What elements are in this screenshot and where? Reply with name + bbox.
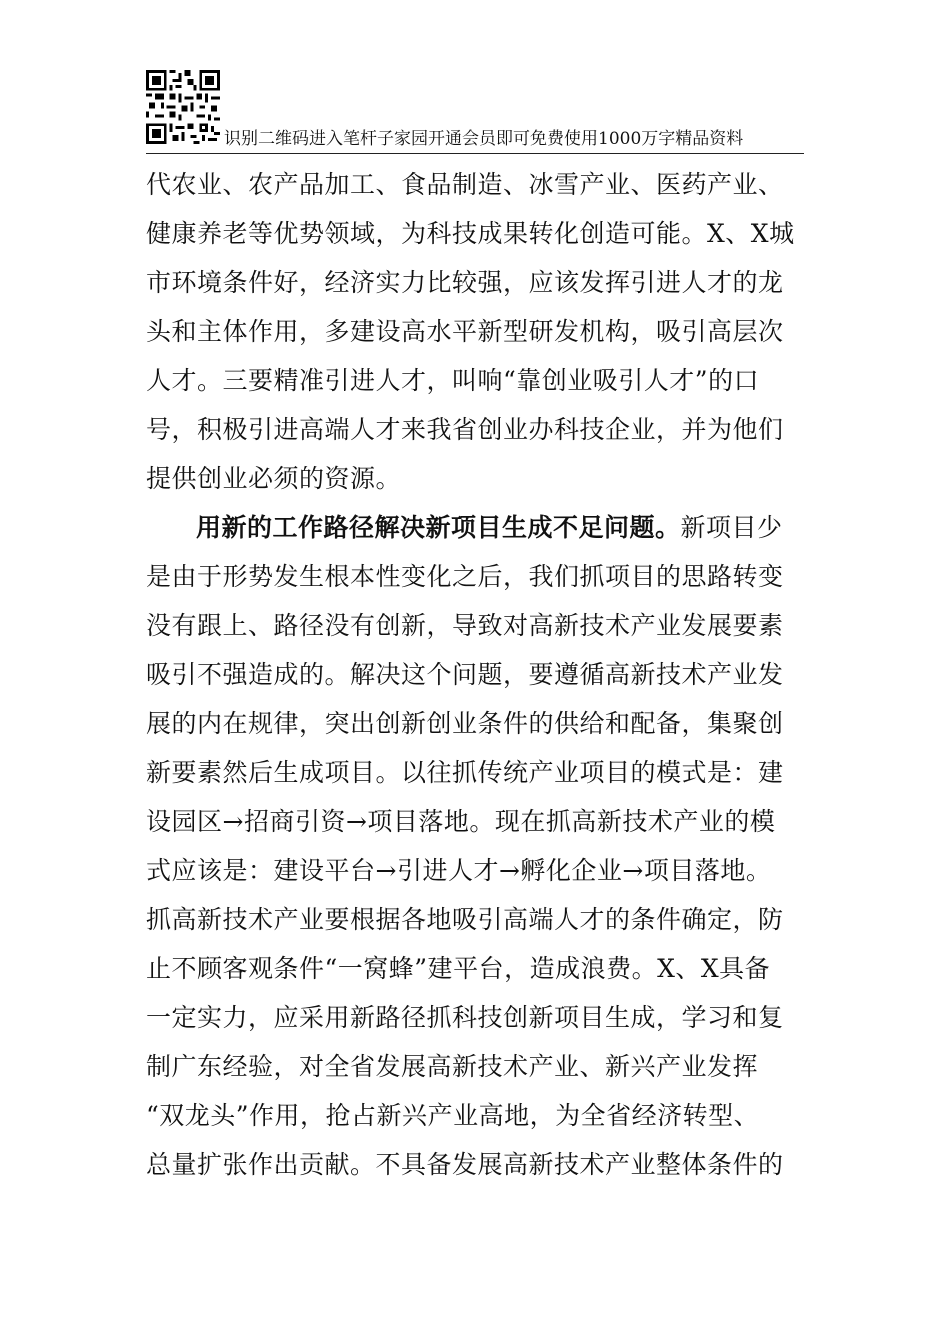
- paragraph-line: 市环境条件好，经济实力比较强，应该发挥引进人才的龙: [146, 268, 784, 297]
- paragraph-line-rest: 新项目少: [680, 513, 783, 542]
- paragraph-line: 代农业、农产品加工、食品制造、冰雪产业、医药产业、: [146, 170, 784, 199]
- paragraph-line: 展的内在规律，突出创新创业条件的供给和配备，集聚创: [146, 709, 784, 738]
- paragraph-line: 止不顾客观条件“一窝蜂”建平台，造成浪费。X、X具备: [146, 954, 771, 983]
- paragraph-line: 设园区→招商引资→项目落地。现在抓高新技术产业的模: [146, 807, 776, 836]
- promo-text: 识别二维码进入笔杆子家园开通会员即可免费使用1000万字精品资料: [224, 129, 744, 149]
- paragraph-line: 提供创业必须的资源。: [146, 464, 402, 493]
- paragraph-line: 号，积极引进高端人才来我省创业办科技企业，并为他们: [146, 415, 784, 444]
- paragraph-line: 式应该是：建设平台→引进人才→孵化企业→项目落地。: [146, 856, 772, 885]
- paragraph-line: 是由于形势发生根本性变化之后，我们抓项目的思路转变: [146, 562, 784, 591]
- section-heading: 用新的工作路径解决新项目生成不足问题。: [196, 513, 681, 542]
- paragraph-line: 抓高新技术产业要根据各地吸引高端人才的条件确定，防: [146, 905, 784, 934]
- paragraph-line: 制广东经验，对全省发展高新技术产业、新兴产业发挥: [146, 1052, 759, 1081]
- paragraph-line: 人才。三要精准引进人才，叫响“靠创业吸引人才”的口: [146, 366, 760, 395]
- paragraph-line: 总量扩张作出贡献。不具备发展高新技术产业整体条件的: [146, 1150, 784, 1179]
- header-divider: [146, 153, 804, 154]
- paragraph-line: “双龙头”作用，抢占新兴产业高地，为全省经济转型、: [146, 1101, 760, 1130]
- paragraph-line: 一定实力，应采用新路径抓科技创新项目生成，学习和复: [146, 1003, 784, 1032]
- paragraph-line: 头和主体作用，多建设高水平新型研发机构，吸引高层次: [146, 317, 784, 346]
- paragraph-line: 吸引不强造成的。解决这个问题，要遵循高新技术产业发: [146, 660, 784, 689]
- qr-code-icon: [146, 70, 220, 144]
- paragraph-line: 没有跟上、路径没有创新，导致对高新技术产业发展要素: [146, 611, 784, 640]
- paragraph-line: 新要素然后生成项目。以往抓传统产业项目的模式是：建: [146, 758, 784, 787]
- paragraph-first-line: [196, 508, 783, 544]
- paragraph-line: 健康养老等优势领域，为科技成果转化创造可能。X、X城: [146, 219, 795, 248]
